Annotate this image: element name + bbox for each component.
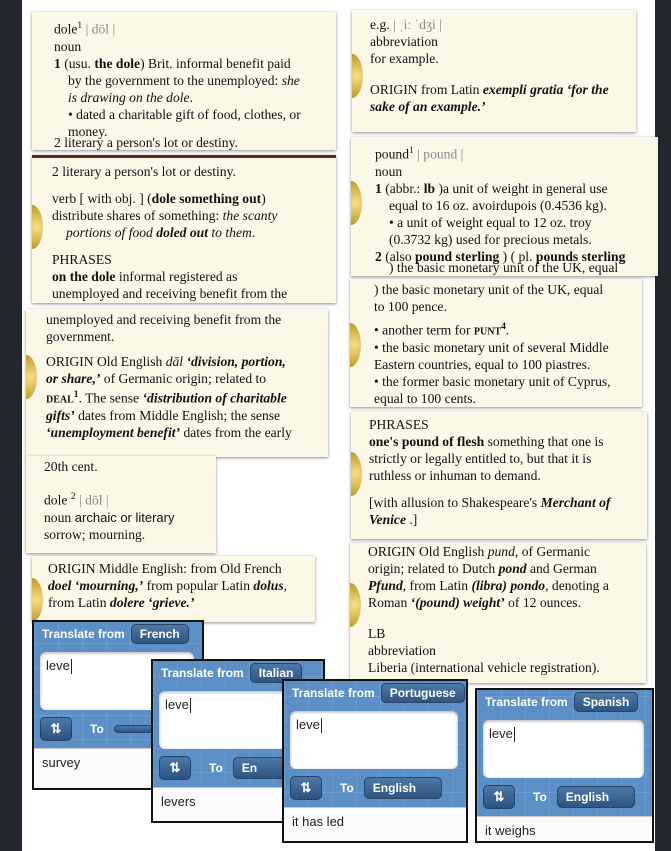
pos: noun xyxy=(44,509,72,525)
to-label: To xyxy=(340,781,354,795)
text: lb xyxy=(423,180,436,196)
eg-headword: e.g. xyxy=(370,17,390,32)
text: ORIGIN Middle English: from Old French xyxy=(48,561,282,576)
example: the scanty xyxy=(222,208,278,223)
source-text-input[interactable] xyxy=(290,711,458,769)
cross-ref-sup: 1 xyxy=(73,390,79,400)
text: something that one is xyxy=(484,434,604,449)
text: dates from Middle English; the sense xyxy=(74,407,281,423)
text: 20th cent. xyxy=(44,459,98,474)
text: gifts’ xyxy=(46,407,75,423)
pos: abbreviation xyxy=(368,643,436,658)
text: pond xyxy=(498,561,527,576)
text: • another term for xyxy=(374,322,474,338)
dole2-sup: 2 xyxy=(70,492,76,502)
text: and German xyxy=(526,561,597,576)
pos: abbreviation xyxy=(370,34,438,49)
text: )a unit of weight in general use xyxy=(435,180,608,196)
dole1-card xyxy=(32,12,336,150)
text: (abbr.: xyxy=(381,180,424,196)
definition: sorrow; mourning. xyxy=(44,526,146,542)
dole1-pron: | dōl | xyxy=(85,21,116,37)
card-knob-icon xyxy=(351,452,362,496)
text: pund xyxy=(487,544,515,559)
text: ORIGIN Old English xyxy=(46,354,166,369)
dole1-sup: 1 xyxy=(77,21,83,31)
text: Pfund xyxy=(368,578,403,593)
card-knob-icon xyxy=(350,323,361,367)
text: ‘distribution of charitable xyxy=(142,390,287,406)
dole1b-card xyxy=(32,155,336,303)
card-knob-icon xyxy=(32,578,43,622)
swap-languages-icon[interactable]: ⇅ xyxy=(483,785,515,809)
source-language-button[interactable]: French xyxy=(131,624,189,644)
text: equal to 100 cents. xyxy=(374,390,476,406)
card-knob-icon xyxy=(26,355,37,399)
text: (0.3732 kg) used for precious metals. xyxy=(389,231,592,247)
text: ) Brit. informal benefit paid xyxy=(140,55,291,71)
pound-pron: | pound | xyxy=(413,146,464,162)
output-text: survey xyxy=(42,755,81,770)
text: to 100 pence. xyxy=(374,299,447,314)
text: from popular Latin xyxy=(143,578,254,593)
text: sake of an example.’ xyxy=(370,99,486,114)
text: . xyxy=(505,322,510,338)
card-knob-icon xyxy=(351,181,362,225)
text: Venice xyxy=(369,512,406,527)
cross-ref-sup: 4 xyxy=(501,322,506,332)
sense-number: 2 xyxy=(375,248,382,264)
pos: noun xyxy=(375,163,403,179)
pound-origin-card xyxy=(350,543,646,683)
translate-from-label: Translate from xyxy=(161,666,244,680)
translate-from-label: Translate from xyxy=(42,627,125,641)
translator-portuguese xyxy=(284,681,466,841)
dole2-headword: dole xyxy=(44,492,68,508)
example: doled out xyxy=(156,225,208,240)
text: ORIGIN from Latin xyxy=(370,82,483,97)
dole2-pron: | dōl | xyxy=(78,492,109,508)
target-language-button[interactable]: En xyxy=(233,757,311,779)
text: ) the basic monetary unit of the UK, equal xyxy=(374,282,604,297)
card-top-edge xyxy=(32,155,336,158)
bullet: money. xyxy=(68,123,108,139)
phrase: one's pound of flesh xyxy=(369,434,485,449)
swap-languages-icon[interactable]: ⇅ xyxy=(159,756,191,780)
sense-number: 1 xyxy=(375,180,382,196)
text: ‘unemployment benefit’ xyxy=(46,424,181,440)
text-caret xyxy=(321,718,322,733)
cross-ref: punt xyxy=(473,322,502,338)
text: dole something out xyxy=(151,191,262,206)
swap-languages-icon[interactable]: ⇅ xyxy=(290,776,322,800)
register: archaic or literary xyxy=(71,509,175,525)
example: is drawing on the dole xyxy=(68,89,190,105)
text: doel xyxy=(48,578,72,593)
text: equal to 16 oz. avoirdupois (0.4536 kg). xyxy=(389,197,607,213)
text: . xyxy=(251,225,256,240)
lb-headword: LB xyxy=(368,626,386,641)
to-label: To xyxy=(209,761,223,775)
bullet: • dated a charitable gift of food, clothes, or xyxy=(68,106,301,122)
text: distribute shares of something: xyxy=(52,208,223,223)
text: or share,’ xyxy=(46,371,101,386)
text: pound sterling xyxy=(415,248,500,264)
text: [with allusion to Shakespeare's xyxy=(369,495,541,510)
output-text: levers xyxy=(161,794,196,809)
text: , of Germanic xyxy=(514,544,591,559)
bullet: • the basic monetary unit of several Middle xyxy=(374,339,609,355)
card-knob-icon xyxy=(32,205,43,249)
text: , xyxy=(283,578,288,593)
text: Merchant of xyxy=(540,495,611,510)
card-knob-icon xyxy=(350,583,361,627)
translate-from-label: Translate from xyxy=(292,686,375,700)
translate-from-header xyxy=(477,690,652,714)
cut-line: 2 literary a person's lot or destiny. xyxy=(54,134,238,150)
translator-spanish xyxy=(477,690,652,841)
text: origin; related to Dutch xyxy=(368,561,499,576)
text: , denoting a xyxy=(545,578,609,593)
text-caret xyxy=(190,698,191,713)
target-language-row xyxy=(483,784,652,810)
text: by the government to the unemployed: xyxy=(68,72,282,88)
card-knob-icon xyxy=(352,54,363,98)
translate-from-header xyxy=(284,681,466,705)
sense-number: 1 xyxy=(54,55,61,71)
pound1b-card xyxy=(350,279,642,407)
pound1-card xyxy=(351,137,658,276)
example: portions of food xyxy=(66,225,157,240)
pound-headword: pound xyxy=(375,146,409,162)
input-text: leve xyxy=(296,717,320,732)
example: to xyxy=(208,225,226,240)
text: ‘division, portion, xyxy=(183,354,286,369)
text: from Latin xyxy=(48,595,110,610)
text-caret xyxy=(514,727,515,742)
eg-pron: | ˌiː ˈdʒi | xyxy=(389,17,442,32)
target-language-button[interactable]: English xyxy=(557,786,635,808)
example: she xyxy=(281,72,300,88)
pound-sup: 1 xyxy=(408,146,414,156)
swap-languages-icon[interactable]: ⇅ xyxy=(40,717,72,741)
text: of Germanic origin; related to xyxy=(100,371,267,386)
text: government. xyxy=(46,329,115,344)
dole2-origin-card xyxy=(32,556,315,622)
text: Roman xyxy=(368,595,411,610)
phrase: on the dole xyxy=(52,269,116,284)
eg-card xyxy=(352,10,636,132)
output-text: it has led xyxy=(292,814,345,829)
text: exempli gratia ‘for the xyxy=(482,82,609,97)
text: . xyxy=(189,89,193,105)
dole1-pos: noun xyxy=(54,38,82,54)
text: unemployed and receiving benefit from the xyxy=(46,312,282,327)
text: ) xyxy=(261,191,266,206)
definition: Liberia (international vehicle registration). xyxy=(368,660,600,675)
translation-output xyxy=(284,807,466,841)
input-text: leve xyxy=(46,658,70,673)
text: .] xyxy=(406,512,418,527)
phrases-heading: PHRASES xyxy=(52,252,112,267)
input-text: leve xyxy=(489,726,513,741)
sense-2: 2 literary a person's lot or destiny. xyxy=(52,164,236,179)
source-language-button[interactable]: Italian xyxy=(250,663,303,683)
text: (also xyxy=(381,248,416,264)
text: strictly or legally entitled to, but that it is xyxy=(369,451,592,466)
text: Eastern countries, equal to 100 piastres. xyxy=(374,356,591,372)
input-text: leve xyxy=(165,697,189,712)
text: . The sense xyxy=(78,390,143,406)
cut-line: unemployed and receiving benefit from the xyxy=(52,286,288,301)
source-text-input[interactable] xyxy=(483,720,644,778)
text: the dole xyxy=(94,55,141,71)
to-label: To xyxy=(533,790,547,804)
text: ‘grieve.’ xyxy=(144,595,195,610)
translation-output xyxy=(477,816,652,841)
dole1-headword: dole xyxy=(54,21,78,37)
source-language-button[interactable]: Spanish xyxy=(574,692,639,712)
text: dāl xyxy=(165,354,184,369)
text: (libra) pondo xyxy=(471,578,546,593)
cross-ref: deal xyxy=(46,390,74,406)
text-caret xyxy=(71,659,72,674)
text: dolus xyxy=(253,578,284,593)
dole1c-card xyxy=(26,309,328,457)
text: informal registered as xyxy=(115,269,238,284)
cut-line: ) the basic monetary unit of the UK, equal xyxy=(389,259,619,275)
to-label: To xyxy=(90,722,104,736)
text: verb [ with obj. ] ( xyxy=(52,191,152,206)
text: dates from the early xyxy=(180,424,292,440)
text: of 12 ounces. xyxy=(504,595,581,610)
target-language-button[interactable]: English xyxy=(364,777,442,799)
text: dolere xyxy=(109,595,145,610)
pound-phrases-card xyxy=(351,412,647,539)
translate-from-label: Translate from xyxy=(485,695,568,709)
text: ORIGIN Old English xyxy=(368,544,488,559)
text: (usu. xyxy=(60,55,95,71)
text: ‘mourning,’ xyxy=(71,578,144,593)
text: ‘(pound) weight’ xyxy=(410,595,505,610)
output-text: it weighs xyxy=(485,823,536,838)
dole2-card xyxy=(26,456,216,553)
text: , from Latin xyxy=(402,578,472,593)
text: ) ( pl. xyxy=(499,248,536,264)
text: ruthless or inhuman to demand. xyxy=(369,468,541,483)
bullet: • the former basic monetary unit of Cyprus, xyxy=(374,373,611,389)
bullet: • a unit of weight equal to 12 oz. troy xyxy=(389,214,592,230)
target-language-row xyxy=(290,775,466,801)
text: pounds sterling xyxy=(535,248,626,264)
source-language-button[interactable]: Portuguese xyxy=(381,683,465,703)
example: them xyxy=(225,225,252,240)
phrases-heading: PHRASES xyxy=(369,417,429,432)
definition: for example. xyxy=(370,51,439,66)
translate-from-header xyxy=(34,622,202,646)
